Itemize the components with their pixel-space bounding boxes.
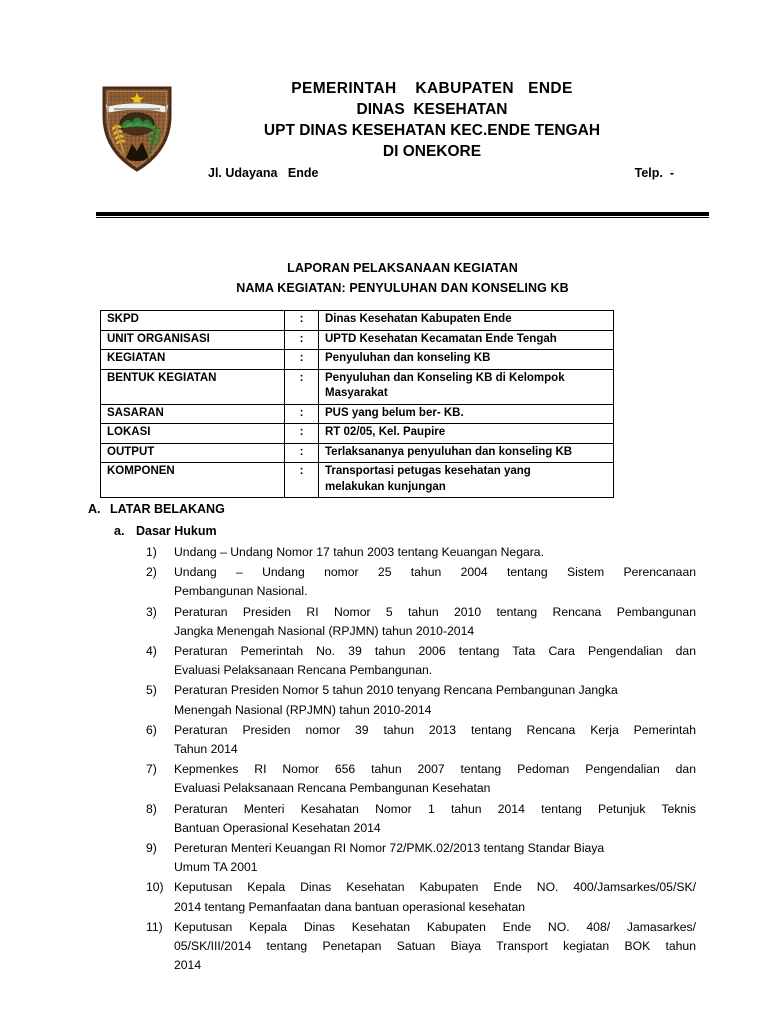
activity-info-table-body xyxy=(101,311,614,498)
letterhead-line-2: DINAS KESEHATAN xyxy=(356,101,508,118)
list-item-line-3: 2014 xyxy=(174,958,202,973)
row-value: Terlaksananya penyuluhan dan konseling KB xyxy=(319,443,614,463)
row-label: KOMPONEN xyxy=(101,463,285,498)
row-value: UPTD Kesehatan Kecamatan Ende Tengah xyxy=(319,330,614,350)
divider-thin-bar xyxy=(96,217,709,218)
row-colon: : xyxy=(285,350,319,370)
row-label: BENTUK KEGIATAN xyxy=(101,369,285,404)
list-item-line-1: Peraturan Menteri Kesahatan Nomor 1 tahun 2014 tentang Petunjuk Teknis xyxy=(174,801,696,816)
letterhead-line-3: UPT DINAS KESEHATAN KEC.ENDE TENGAH xyxy=(263,122,601,139)
report-title-line-2: NAMA KEGIATAN: PENYULUHAN DAN KONSELING KB xyxy=(236,281,569,295)
list-item-text xyxy=(174,918,696,976)
list-item-number: 5) xyxy=(146,683,157,698)
list-item xyxy=(146,839,696,877)
letterhead-address: Jl. Udayana Ende xyxy=(208,166,319,180)
table-row xyxy=(101,424,614,444)
list-item-number: 6) xyxy=(146,722,157,737)
list-item-line-2: Pembangunan Nasional. xyxy=(174,584,308,599)
list-item-number: 11) xyxy=(146,919,163,934)
row-value-line-1: Penyuluhan dan Konseling KB di Kelompok xyxy=(325,371,565,384)
list-item-line-2: 05/SK/III/2014 tentang Penetapan Satuan Biaya Transport kegiatan BOK tahun xyxy=(174,939,696,954)
row-label: OUTPUT xyxy=(101,443,285,463)
list-item-number: 7) xyxy=(146,762,157,777)
list-item-text xyxy=(174,603,696,641)
list-item-line-1: Keputusan Kepala Dinas Kesehatan Kabupaten Ende NO. 400/Jamsarkes/05/SK/ xyxy=(174,880,696,895)
list-item-line-1: Peraturan Pemerintah No. 39 tahun 2006 tentang Tata Cara Pengendalian dan xyxy=(174,644,696,659)
list-item-text xyxy=(174,878,696,916)
list-item-number: 2) xyxy=(146,565,157,580)
row-colon: : xyxy=(285,463,319,498)
row-value: Dinas Kesehatan Kabupaten Ende xyxy=(319,311,614,331)
divider-thick-bar xyxy=(96,212,709,216)
list-item xyxy=(146,800,696,838)
list-item-line-1: Undang – Undang nomor 25 tahun 2004 tentang Sistem Perencanaan xyxy=(174,565,696,580)
row-label: SKPD xyxy=(101,311,285,331)
activity-info-table xyxy=(100,310,614,498)
row-value-multiline xyxy=(319,369,614,404)
list-item-text xyxy=(174,563,696,601)
letterhead xyxy=(96,78,708,196)
row-label: UNIT ORGANISASI xyxy=(101,330,285,350)
list-item-text xyxy=(174,760,696,798)
row-colon: : xyxy=(285,369,319,404)
row-value: RT 02/05, Kel. Paupire xyxy=(319,424,614,444)
list-item xyxy=(146,681,696,719)
list-item-line-2: Tahun 2014 xyxy=(174,742,238,757)
report-title-line-1: LAPORAN PELAKSANAAN KEGIATAN xyxy=(287,261,518,275)
list-item-line-2: Evaluasi Pelaksanaan Rencana Pembangunan. xyxy=(174,663,433,678)
list-item-line-1: Peraturan Presiden Nomor 5 tahun 2010 tenyang Rencana Pembangunan Jangka xyxy=(174,683,618,698)
list-item-number: 4) xyxy=(146,644,157,659)
list-item-number: 10) xyxy=(146,880,164,895)
list-item-text xyxy=(174,839,696,877)
list-item-line-1: Peraturan Presiden RI Nomor 5 tahun 2010 tentang Rencana Pembangunan xyxy=(174,604,696,619)
list-item xyxy=(146,721,696,759)
list-item-text xyxy=(174,721,696,759)
row-value-multiline xyxy=(319,463,614,498)
list-item-text xyxy=(174,800,696,838)
list-item xyxy=(146,563,696,601)
list-item-line-2: Evaluasi Pelaksanaan Rencana Pembangunan Kesehatan xyxy=(174,781,491,796)
list-item-line-2: Bantuan Operasional Kesehatan 2014 xyxy=(174,820,381,835)
list-item-line-2: Umum TA 2001 xyxy=(174,860,258,875)
list-item xyxy=(146,603,696,641)
list-item-number: 8) xyxy=(146,801,157,816)
section-a-heading xyxy=(88,500,696,519)
row-label: SASARAN xyxy=(101,404,285,424)
list-item-number: 3) xyxy=(146,604,157,619)
letterhead-phone: Telp. - xyxy=(634,166,674,180)
subsection-a-title: Dasar Hukum xyxy=(136,524,217,538)
list-item-line-2: Menengah Nasional (RPJMN) tahun 2010-2014 xyxy=(174,702,432,717)
list-item-line-2: 2014 tentang Pemanfaatan dana bantuan operasional kesehatan xyxy=(174,899,526,914)
section-latar-belakang xyxy=(88,500,696,975)
list-item xyxy=(146,760,696,798)
row-colon: : xyxy=(285,404,319,424)
table-row xyxy=(101,404,614,424)
subsection-a-marker: a. xyxy=(114,524,125,538)
list-item-number: 1) xyxy=(146,545,157,559)
list-item-line-1: Keputusan Kepala Dinas Kesehatan Kabupaten Ende NO. 408/ Jamasarkes/ xyxy=(174,919,696,934)
row-value: Penyuluhan dan konseling KB xyxy=(319,350,614,370)
report-title xyxy=(96,258,709,298)
list-item xyxy=(146,543,696,562)
list-item-line-1: Kepmenkes RI Nomor 656 tahun 2007 tentang Pedoman Pengendalian dan xyxy=(174,762,696,777)
row-colon: : xyxy=(285,424,319,444)
list-item xyxy=(146,642,696,680)
section-a-title: LATAR BELAKANG xyxy=(110,502,225,516)
list-item-text xyxy=(174,543,696,562)
row-value-line-2: Masyarakat xyxy=(325,387,388,399)
table-row xyxy=(101,330,614,350)
legal-basis-list xyxy=(88,543,696,975)
list-item-line-1: Peraturan Presiden nomor 39 tahun 2013 tentang Rencana Kerja Pemerintah xyxy=(174,722,696,737)
table-row xyxy=(101,350,614,370)
list-item xyxy=(146,918,696,976)
row-value: PUS yang belum ber- KB. xyxy=(319,404,614,424)
table-row xyxy=(101,369,614,404)
row-label: KEGIATAN xyxy=(101,350,285,370)
row-label: LOKASI xyxy=(101,424,285,444)
list-item-text xyxy=(174,642,696,680)
subsection-a-heading xyxy=(88,522,696,541)
table-row xyxy=(101,443,614,463)
row-colon: : xyxy=(285,443,319,463)
row-colon: : xyxy=(285,311,319,331)
list-item-number: 9) xyxy=(146,841,157,856)
row-value-line-1: Transportasi petugas kesehatan yang xyxy=(325,465,531,477)
letterhead-titles xyxy=(156,78,708,162)
list-item-line-2: Jangka Menengah Nasional (RPJMN) tahun 2010-2014 xyxy=(174,623,475,638)
row-value-line-2: melakukan kunjungan xyxy=(325,480,446,493)
list-item-line-1: Undang – Undang Nomor 17 tahun 2003 tentang Keuangan Negara. xyxy=(174,545,544,559)
letterhead-address-row xyxy=(208,166,708,180)
list-item-line-1: Pereturan Menteri Keuangan RI Nomor 72/PMK.02/2013 tentang Standar Biaya xyxy=(174,841,605,856)
letterhead-divider xyxy=(96,212,709,218)
letterhead-line-4: DI ONEKORE xyxy=(382,143,482,160)
list-item-text xyxy=(174,681,696,719)
list-item xyxy=(146,878,696,916)
section-a-marker: A. xyxy=(88,502,101,516)
table-row xyxy=(101,311,614,331)
row-colon: : xyxy=(285,330,319,350)
letterhead-line-1: PEMERINTAH KABUPATEN ENDE xyxy=(291,80,573,97)
table-row xyxy=(101,463,614,498)
